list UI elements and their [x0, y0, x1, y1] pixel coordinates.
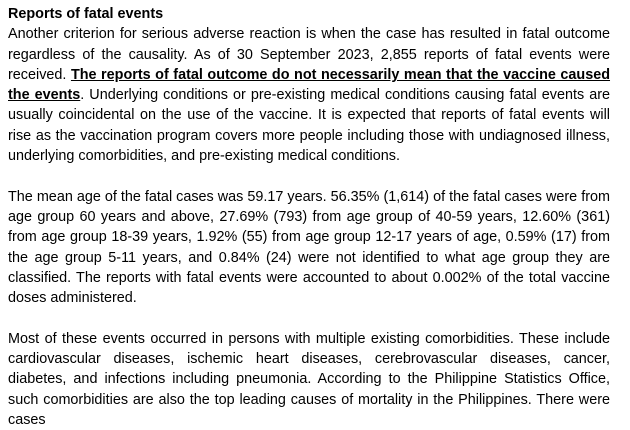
- paragraph-rest-text: . Underlying conditions or pre-existing medical conditions causing fatal events are usually coincidental on the use of the vaccine. It is expected that reports of fatal events will rise as the vaccination program covers more people including those with undiagnosed illness, underlying comorbidities, and pre-existing medical conditions.: [8, 87, 610, 165]
- paragraph-fatal-criterion: [8, 24, 610, 166]
- paragraph-comorbidities: Most of these events occurred in persons with multiple existing comorbidities. These include cardiovascular diseases, ischemic heart diseases, cerebrovascular diseases, cancer, diabetes, and infections including pneumonia. According to the Philippine Statistics Office, such comorbidities are also the top leading causes of mortality in the Philippines. There were cases: [8, 330, 610, 428]
- emphasized-disclaimer: The reports of fatal outcome do not necessarily mean that the vaccine caused the events: [8, 66, 611, 104]
- section-heading: Reports of fatal events: [8, 6, 164, 22]
- document-page: [8, 4, 610, 430]
- paragraph-lead-text: Another criterion for serious adverse reaction is when the case has resulted in fatal outcome regardless of the causality. As of 30 September 2023, 2,855 reports of fatal events were received.: [8, 26, 610, 83]
- paragraph-age-breakdown: The mean age of the fatal cases was 59.17 years. 56.35% (1,614) of the fatal cases were from age group 60 years and above, 27.69% (793) from age group of 40-59 years, 12.60% (361) from age group 18-39 years, 1.92% (55) from age group 12-17 years of age, 0.59% (17) from the age group 5-11 years, and 0.84% (24) were not identified to what age group they are classified. The reports with fatal events were accounted to about 0.002% of the total vaccine doses administered.: [8, 188, 610, 307]
